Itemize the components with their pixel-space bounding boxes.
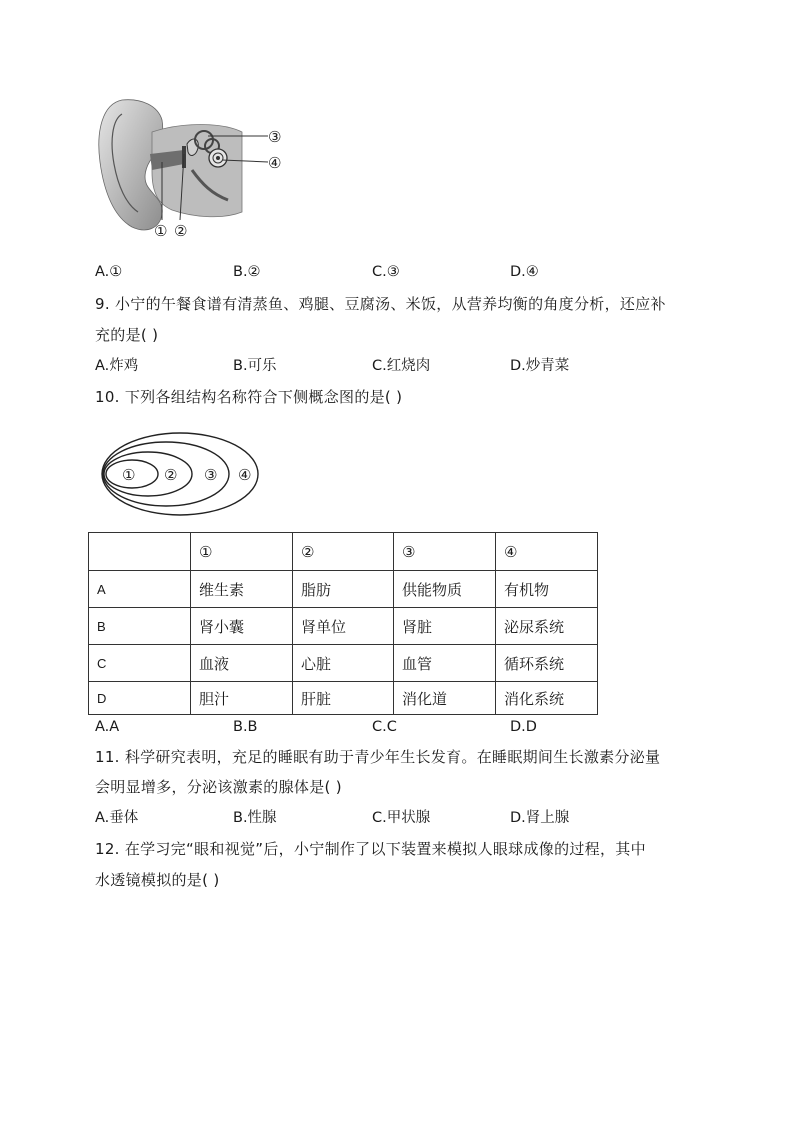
table-cell: 肾脏 <box>394 608 496 645</box>
table-cell: 泌尿系统 <box>496 608 598 645</box>
table-cell: A <box>89 571 191 608</box>
q9-stem-line1: 9. 小宁的午餐食谱有清蒸鱼、鸡腿、豆腐汤、米饭，从营养均衡的角度分析，还应补 <box>95 295 666 313</box>
q10-stem: 10. 下列各组结构名称符合下侧概念图的是( ) <box>95 388 403 406</box>
q11-option-d[interactable]: D.肾上腺 <box>510 810 570 826</box>
q12-stem-line1: 12. 在学习完“眼和视觉”后，小宁制作了以下装置来模拟人眼球成像的过程，其中 <box>95 840 646 858</box>
table-row <box>89 571 598 608</box>
table-cell: 肾单位 <box>293 608 394 645</box>
table-cell: B <box>89 608 191 645</box>
concept-label-3: ③ <box>204 466 218 484</box>
q10-option-c[interactable]: C.C <box>372 719 397 735</box>
table-cell: 有机物 <box>496 571 598 608</box>
ellipse-2 <box>104 452 192 496</box>
concept-label-4: ④ <box>238 466 252 484</box>
q9-option-a[interactable]: A.炸鸡 <box>95 358 139 374</box>
q11-option-c[interactable]: C.甲状腺 <box>372 810 431 826</box>
table-cell: 循环系统 <box>496 645 598 682</box>
answer-table <box>88 532 598 715</box>
table-cell: 供能物质 <box>394 571 496 608</box>
q8-option-d[interactable]: D.④ <box>510 264 539 280</box>
table-cell: 肾小囊 <box>191 608 293 645</box>
table-cell: 脂肪 <box>293 571 394 608</box>
q8-option-c[interactable]: C.③ <box>372 264 400 280</box>
table-cell: 消化系统 <box>496 682 598 715</box>
concept-label-2: ② <box>164 466 178 484</box>
table-cell: ③ <box>394 533 496 571</box>
ear-diagram <box>92 92 292 242</box>
q9-option-b[interactable]: B.可乐 <box>233 358 277 374</box>
table-cell: 肝脏 <box>293 682 394 715</box>
table-cell: C <box>89 645 191 682</box>
skull-shape <box>152 125 242 217</box>
table-cell: 胆汁 <box>191 682 293 715</box>
q10-option-d[interactable]: D.D <box>510 719 537 735</box>
q11-stem-line1: 11. 科学研究表明，充足的睡眠有助于青少年生长发育。在睡眠期间生长激素分泌量 <box>95 748 661 766</box>
q8-option-b[interactable]: B.② <box>233 264 261 280</box>
table-row <box>89 645 598 682</box>
q10-option-a[interactable]: A.A <box>95 719 120 735</box>
q11-option-b[interactable]: B.性腺 <box>233 810 277 826</box>
table-cell: 心脏 <box>293 645 394 682</box>
q8-option-a[interactable]: A.① <box>95 264 123 280</box>
table-row <box>89 608 598 645</box>
ear-label-1: ① <box>154 222 168 240</box>
ear-label-3: ③ <box>268 128 282 146</box>
q9-stem-line2: 充的是( ) <box>95 326 159 344</box>
table-row <box>89 682 598 715</box>
table-cell: 血液 <box>191 645 293 682</box>
concept-diagram <box>100 430 265 520</box>
q12-stem-line2: 水透镜模拟的是( ) <box>95 871 220 889</box>
ear-label-2: ② <box>174 222 188 240</box>
table-cell: D <box>89 682 191 715</box>
q11-option-a[interactable]: A.垂体 <box>95 810 139 826</box>
q10-option-b[interactable]: B.B <box>233 719 258 735</box>
concept-label-1: ① <box>122 466 136 484</box>
table-cell: ② <box>293 533 394 571</box>
table-cell: 维生素 <box>191 571 293 608</box>
table-header-row <box>89 533 598 571</box>
table-cell: ① <box>191 533 293 571</box>
table-cell: 消化道 <box>394 682 496 715</box>
table-cell: ④ <box>496 533 598 571</box>
q9-option-d[interactable]: D.炒青菜 <box>510 358 570 374</box>
ear-label-4: ④ <box>268 154 282 172</box>
q11-stem-line2: 会明显增多，分泌该激素的腺体是( ) <box>95 778 342 796</box>
q9-option-c[interactable]: C.红烧肉 <box>372 358 431 374</box>
table-cell: 血管 <box>394 645 496 682</box>
table-cell <box>89 533 191 571</box>
